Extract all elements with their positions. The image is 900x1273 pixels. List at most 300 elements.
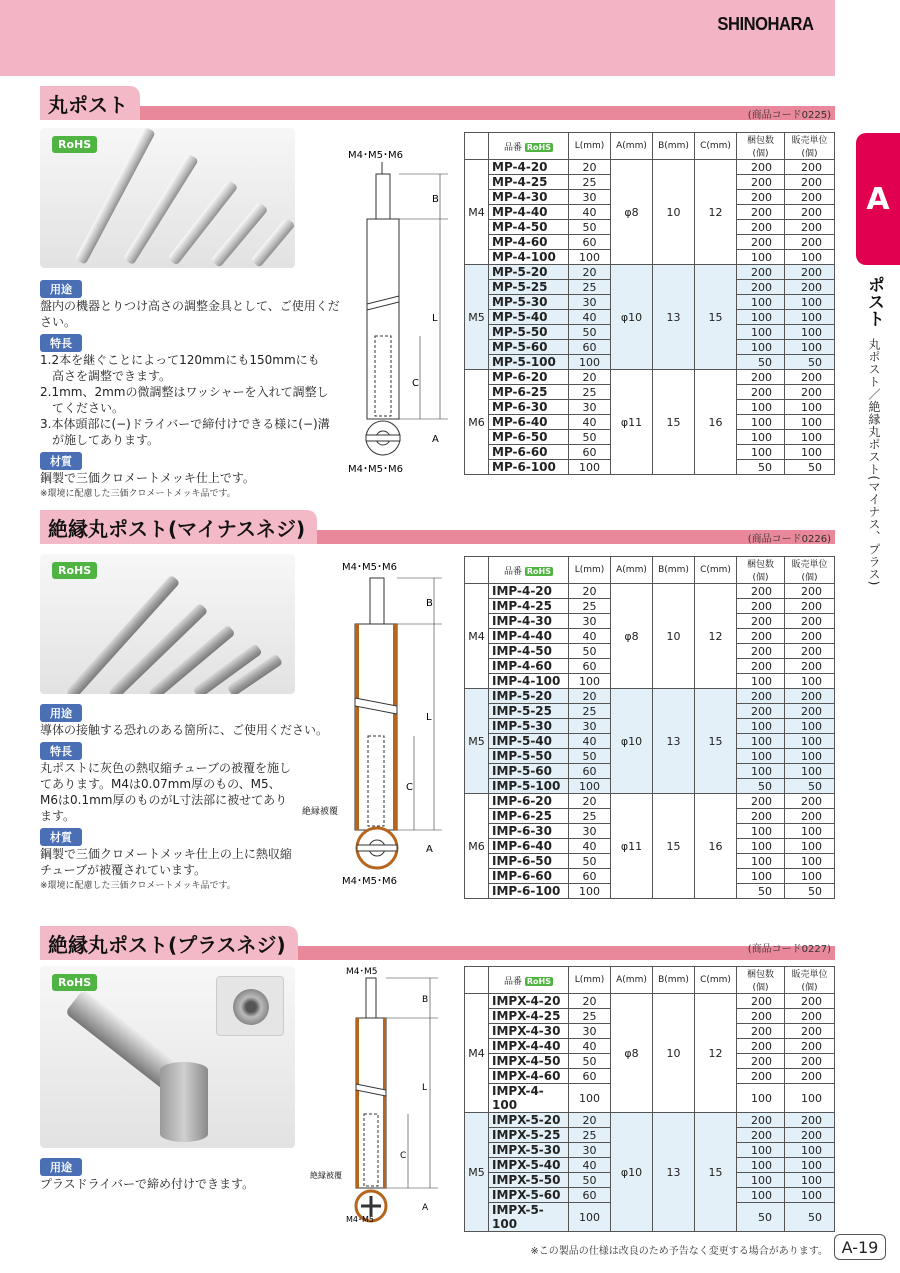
sales-unit: 200 [785,280,835,295]
length-l: 20 [569,265,611,280]
dim-c: 15 [695,689,737,794]
sales-unit: 100 [785,674,835,689]
column-header: 販売単位(個) [785,967,835,994]
thread-size: M4 [465,160,489,265]
pack-qty: 100 [737,310,785,325]
length-l: 40 [569,205,611,220]
post-rod-image [148,625,235,694]
column-header: B(mm) [653,557,695,584]
tag-usage: 用途 [40,704,82,722]
length-l: 25 [569,280,611,295]
part-number: MP-6-30 [489,400,569,415]
length-l: 60 [569,340,611,355]
length-l: 60 [569,764,611,779]
part-number: MP-6-40 [489,415,569,430]
table-row [465,265,835,280]
thread-size: M5 [465,689,489,794]
length-l: 50 [569,220,611,235]
part-number: IMP-6-30 [489,824,569,839]
column-header: L(mm) [569,557,611,584]
part-number: IMPX-5-40 [489,1158,569,1173]
pack-qty: 200 [737,205,785,220]
pack-qty: 200 [737,1054,785,1069]
table-row [465,794,835,809]
part-number: IMP-6-60 [489,869,569,884]
part-number: MP-5-50 [489,325,569,340]
dim-b: 10 [653,160,695,265]
sales-unit: 100 [785,1143,835,1158]
rohs-badge: RoHS [52,136,97,153]
part-number: MP-6-20 [489,370,569,385]
feature-line: てください。 [40,401,125,415]
dim-c: C [412,378,419,389]
dim-a: φ8 [611,160,653,265]
sales-unit: 50 [785,355,835,370]
dim-a: φ11 [611,370,653,475]
part-number: MP-4-20 [489,160,569,175]
tag-material: 材質 [40,828,82,846]
part-number: IMPX-5-30 [489,1143,569,1158]
length-l: 100 [569,1203,611,1232]
pack-qty: 100 [737,415,785,430]
length-l: 50 [569,1173,611,1188]
length-l: 30 [569,719,611,734]
pack-qty: 50 [737,884,785,899]
length-l: 50 [569,430,611,445]
part-number: IMP-6-40 [489,839,569,854]
length-l: 40 [569,415,611,430]
column-header: C(mm) [695,967,737,994]
dim-a: A [426,844,433,855]
sales-unit: 200 [785,994,835,1009]
pack-qty: 200 [737,809,785,824]
part-number: IMP-5-20 [489,689,569,704]
part-number: MP-5-20 [489,265,569,280]
post-rod-image [250,217,295,268]
part-number: IMPX-5-20 [489,1113,569,1128]
length-l: 50 [569,1054,611,1069]
pack-qty: 100 [737,430,785,445]
length-l: 20 [569,689,611,704]
section-insulated-minus [40,510,835,910]
pack-qty: 100 [737,749,785,764]
tag-material: 材質 [40,452,82,470]
dim-c: 12 [695,584,737,689]
pack-qty: 100 [737,1188,785,1203]
sales-unit: 100 [785,1173,835,1188]
feature-line: ます。 [40,809,76,823]
sales-unit: 200 [785,1039,835,1054]
part-number: MP-4-100 [489,250,569,265]
pack-qty: 200 [737,584,785,599]
thread-size: M4 [465,994,489,1113]
column-header: 品番 RoHS [489,967,569,994]
pack-qty: 100 [737,674,785,689]
part-number: MP-6-60 [489,445,569,460]
pack-qty: 100 [737,250,785,265]
sales-unit: 200 [785,1009,835,1024]
part-number: IMPX-5-60 [489,1188,569,1203]
description-block [40,276,340,499]
part-number: IMPX-4-100 [489,1084,569,1113]
section-tab[interactable]: A [856,133,900,265]
pack-qty: 200 [737,614,785,629]
dim-c: 16 [695,794,737,899]
thread-size: M5 [465,265,489,370]
thread-size: M6 [465,794,489,899]
sales-unit: 100 [785,1188,835,1203]
technical-drawing [310,964,450,1224]
header-size [465,133,489,160]
pack-qty: 50 [737,1203,785,1232]
dim-a: A [422,1203,429,1213]
pack-qty: 200 [737,280,785,295]
part-number: MP-5-100 [489,355,569,370]
part-number: MP-4-30 [489,190,569,205]
column-header: 梱包数(個) [737,967,785,994]
pack-qty: 200 [737,994,785,1009]
length-l: 50 [569,749,611,764]
pack-qty: 200 [737,689,785,704]
feature-line: てあります。M4は0.07mm厚のもの、M5、 [40,777,281,791]
part-number: IMP-5-100 [489,779,569,794]
description-block [40,700,340,891]
part-number: IMP-4-25 [489,599,569,614]
sales-unit: 200 [785,1128,835,1143]
length-l: 40 [569,310,611,325]
sales-unit: 50 [785,779,835,794]
table-header-row [465,557,835,584]
section-header [40,86,835,126]
dim-b: 13 [653,265,695,370]
length-l: 50 [569,854,611,869]
dim-a: φ10 [611,1113,653,1232]
rohs-badge: RoHS [526,566,551,576]
sales-unit: 100 [785,839,835,854]
tag-usage: 用途 [40,1158,82,1176]
length-l: 40 [569,629,611,644]
pack-qty: 200 [737,1113,785,1128]
pack-qty: 200 [737,659,785,674]
dim-b: B [432,194,439,205]
part-number: IMP-6-50 [489,854,569,869]
table-header-row [465,133,835,160]
part-number: IMPX-4-50 [489,1054,569,1069]
part-number: IMPX-4-40 [489,1039,569,1054]
pack-qty: 200 [737,220,785,235]
dim-a: φ8 [611,994,653,1113]
category-label: ポスト [864,276,884,327]
length-l: 20 [569,584,611,599]
drawing-thread-label: M4･M5 [346,1215,374,1224]
sales-unit: 200 [785,205,835,220]
sales-unit: 100 [785,430,835,445]
part-number: IMP-4-50 [489,644,569,659]
section-title: 丸ポスト [40,86,140,120]
length-l: 100 [569,674,611,689]
length-l: 40 [569,1158,611,1173]
sales-unit: 100 [785,340,835,355]
tag-usage: 用途 [40,280,82,298]
sales-unit: 200 [785,644,835,659]
sales-unit: 100 [785,749,835,764]
pack-qty: 100 [737,854,785,869]
part-number: IMP-5-50 [489,749,569,764]
technical-drawing [302,558,452,888]
spec-table [464,966,835,1232]
product-code: (商品コード0227) [747,944,831,955]
sales-unit: 200 [785,659,835,674]
coating-label: 絶縁被覆 [310,1171,342,1180]
pack-qty: 100 [737,325,785,340]
length-l: 25 [569,704,611,719]
part-number: IMPX-4-60 [489,1069,569,1084]
sales-unit: 200 [785,1054,835,1069]
part-number: IMPX-5-100 [489,1203,569,1232]
sales-unit: 200 [785,584,835,599]
length-l: 30 [569,295,611,310]
part-number: IMP-6-20 [489,794,569,809]
sales-unit: 100 [785,1158,835,1173]
length-l: 20 [569,370,611,385]
length-l: 100 [569,779,611,794]
pack-qty: 200 [737,1128,785,1143]
column-header: A(mm) [611,557,653,584]
column-header: 販売単位(個) [785,557,835,584]
sales-unit: 200 [785,629,835,644]
table-row [465,370,835,385]
sales-unit: 50 [785,460,835,475]
pack-qty: 100 [737,400,785,415]
length-l: 20 [569,1113,611,1128]
sales-unit: 200 [785,614,835,629]
part-number: IMPX-4-20 [489,994,569,1009]
feature-line: M6は0.1mm厚のものがL寸法部に被せてあり [40,793,288,807]
sales-unit: 200 [785,190,835,205]
post-image [160,1062,208,1142]
table-row [465,1113,835,1128]
pack-qty: 100 [737,824,785,839]
part-number: IMP-5-30 [489,719,569,734]
length-l: 100 [569,1084,611,1113]
part-number: IMP-4-20 [489,584,569,599]
feature-line: 高さを調整できます。 [40,369,172,383]
section-title: 絶縁丸ポスト(プラスネジ) [40,926,298,960]
section-bar [40,106,835,120]
inset-photo [216,976,284,1036]
dim-b: 13 [653,689,695,794]
part-number: IMP-4-100 [489,674,569,689]
column-header: B(mm) [653,133,695,160]
pack-qty: 200 [737,644,785,659]
drawing-thread-label: M4･M5 [346,967,378,977]
dim-a: φ11 [611,794,653,899]
pack-qty: 200 [737,175,785,190]
column-header: C(mm) [695,557,737,584]
pack-qty: 100 [737,1173,785,1188]
sales-unit: 50 [785,1203,835,1232]
part-number: IMPX-5-50 [489,1173,569,1188]
feature-line: 2.1mm、2mmの微調整はワッシャーを入れて調整し [40,385,329,399]
sales-unit: 100 [785,734,835,749]
length-l: 25 [569,1128,611,1143]
length-l: 40 [569,1039,611,1054]
sales-unit: 200 [785,175,835,190]
thread-size: M5 [465,1113,489,1232]
column-header: B(mm) [653,967,695,994]
sales-unit: 200 [785,265,835,280]
category-subtitle: 丸ポスト／絶縁丸ポスト(マイナス、プラス) [867,338,881,586]
table-row [465,994,835,1009]
dim-c: C [406,782,413,793]
sales-unit: 200 [785,689,835,704]
note-text: ※環境に配慮した三価クロメートメッキ品です。 [40,881,236,891]
pack-qty: 200 [737,160,785,175]
length-l: 30 [569,1143,611,1158]
table-header-row [465,967,835,994]
sales-unit: 100 [785,869,835,884]
pack-qty: 100 [737,869,785,884]
product-code: (商品コード0226) [747,534,831,545]
length-l: 30 [569,1024,611,1039]
rohs-badge: RoHS [52,974,97,991]
sales-unit: 200 [785,794,835,809]
part-number: MP-4-60 [489,235,569,250]
part-number: MP-5-40 [489,310,569,325]
column-header: 梱包数(個) [737,133,785,160]
length-l: 60 [569,235,611,250]
pack-qty: 50 [737,460,785,475]
tag-features: 特長 [40,742,82,760]
part-number: MP-4-50 [489,220,569,235]
dim-b: B [422,995,429,1005]
dim-a: φ10 [611,689,653,794]
dim-b: 10 [653,994,695,1113]
pack-qty: 200 [737,629,785,644]
dim-l: L [426,712,432,723]
part-number: IMP-5-60 [489,764,569,779]
rohs-badge: RoHS [52,562,97,579]
spec-table [464,556,835,899]
pack-qty: 100 [737,1084,785,1113]
length-l: 25 [569,1009,611,1024]
pack-qty: 200 [737,704,785,719]
sales-unit: 100 [785,325,835,340]
sales-unit: 100 [785,764,835,779]
dim-c: C [400,1151,407,1161]
sales-unit: 200 [785,1024,835,1039]
length-l: 20 [569,160,611,175]
post-rod-image [108,603,208,694]
section-header [40,510,835,550]
footer-note: ※この製品の仕様は改良のため予告なく変更する場合があります。 [530,1246,828,1257]
section-header [40,926,835,966]
note-text: ※環境に配慮した三価クロメートメッキ品です。 [40,489,236,499]
length-l: 60 [569,869,611,884]
pack-qty: 200 [737,599,785,614]
length-l: 100 [569,250,611,265]
pack-qty: 200 [737,370,785,385]
section-insulated-plus [40,926,835,1231]
drawing-thread-label: M4･M5･M6 [342,562,397,573]
length-l: 60 [569,1188,611,1203]
sales-unit: 100 [785,310,835,325]
thread-size: M4 [465,584,489,689]
dim-c: 16 [695,370,737,475]
table-row [465,160,835,175]
sales-unit: 100 [785,854,835,869]
sales-unit: 200 [785,235,835,250]
part-number: MP-5-60 [489,340,569,355]
product-photo [40,554,295,694]
length-l: 30 [569,824,611,839]
length-l: 30 [569,614,611,629]
column-header: A(mm) [611,967,653,994]
column-header: C(mm) [695,133,737,160]
drawing-thread-label: M4･M5･M6 [348,150,403,161]
dim-a: A [432,434,439,445]
sales-unit: 200 [785,370,835,385]
sales-unit: 200 [785,220,835,235]
usage-text: プラスドライバーで締め付けできます。 [40,1177,255,1191]
dim-c: 15 [695,265,737,370]
column-header: 梱包数(個) [737,557,785,584]
part-number: IMP-4-30 [489,614,569,629]
length-l: 25 [569,809,611,824]
sales-unit: 100 [785,824,835,839]
dim-l: L [432,313,438,324]
product-code: (商品コード0225) [747,110,831,121]
dim-b: B [426,598,433,609]
length-l: 25 [569,175,611,190]
pack-qty: 200 [737,1069,785,1084]
length-l: 25 [569,599,611,614]
length-l: 100 [569,884,611,899]
part-number: IMPX-4-25 [489,1009,569,1024]
part-number: IMP-6-25 [489,809,569,824]
dim-b: 15 [653,370,695,475]
feature-line: 丸ポストに灰色の熱収縮チューブの被覆を施し [40,761,292,775]
feature-line: 3.本体頭部に(−)ドライバーで締付けできる様に(−)溝 [40,417,330,431]
usage-text: 導体の接触する恐れのある箇所に、ご使用ください。 [40,723,329,737]
header-band [0,0,835,76]
brand-logo: SHINOHARA [717,14,814,34]
dim-c: 12 [695,994,737,1113]
length-l: 40 [569,734,611,749]
sales-unit: 50 [785,884,835,899]
pack-qty: 200 [737,1039,785,1054]
length-l: 50 [569,644,611,659]
feature-line: 1.2本を継ぐことによって120mmにも150mmにも [40,353,320,367]
part-number: IMP-4-60 [489,659,569,674]
sales-unit: 100 [785,719,835,734]
usage-text: 盤内の機器とりつけ高さの調整金具として、ご使用ください。 [40,299,340,329]
length-l: 60 [569,659,611,674]
dim-b: 13 [653,1113,695,1232]
pack-qty: 100 [737,340,785,355]
pack-qty: 200 [737,794,785,809]
pack-qty: 200 [737,190,785,205]
pack-qty: 200 [737,1024,785,1039]
page-number: A-19 [834,1234,886,1260]
sales-unit: 100 [785,400,835,415]
dim-a: φ10 [611,265,653,370]
column-header: A(mm) [611,133,653,160]
pack-qty: 100 [737,734,785,749]
section-title: 絶縁丸ポスト(マイナスネジ) [40,510,317,544]
technical-drawing [340,146,455,476]
sales-unit: 100 [785,1084,835,1113]
